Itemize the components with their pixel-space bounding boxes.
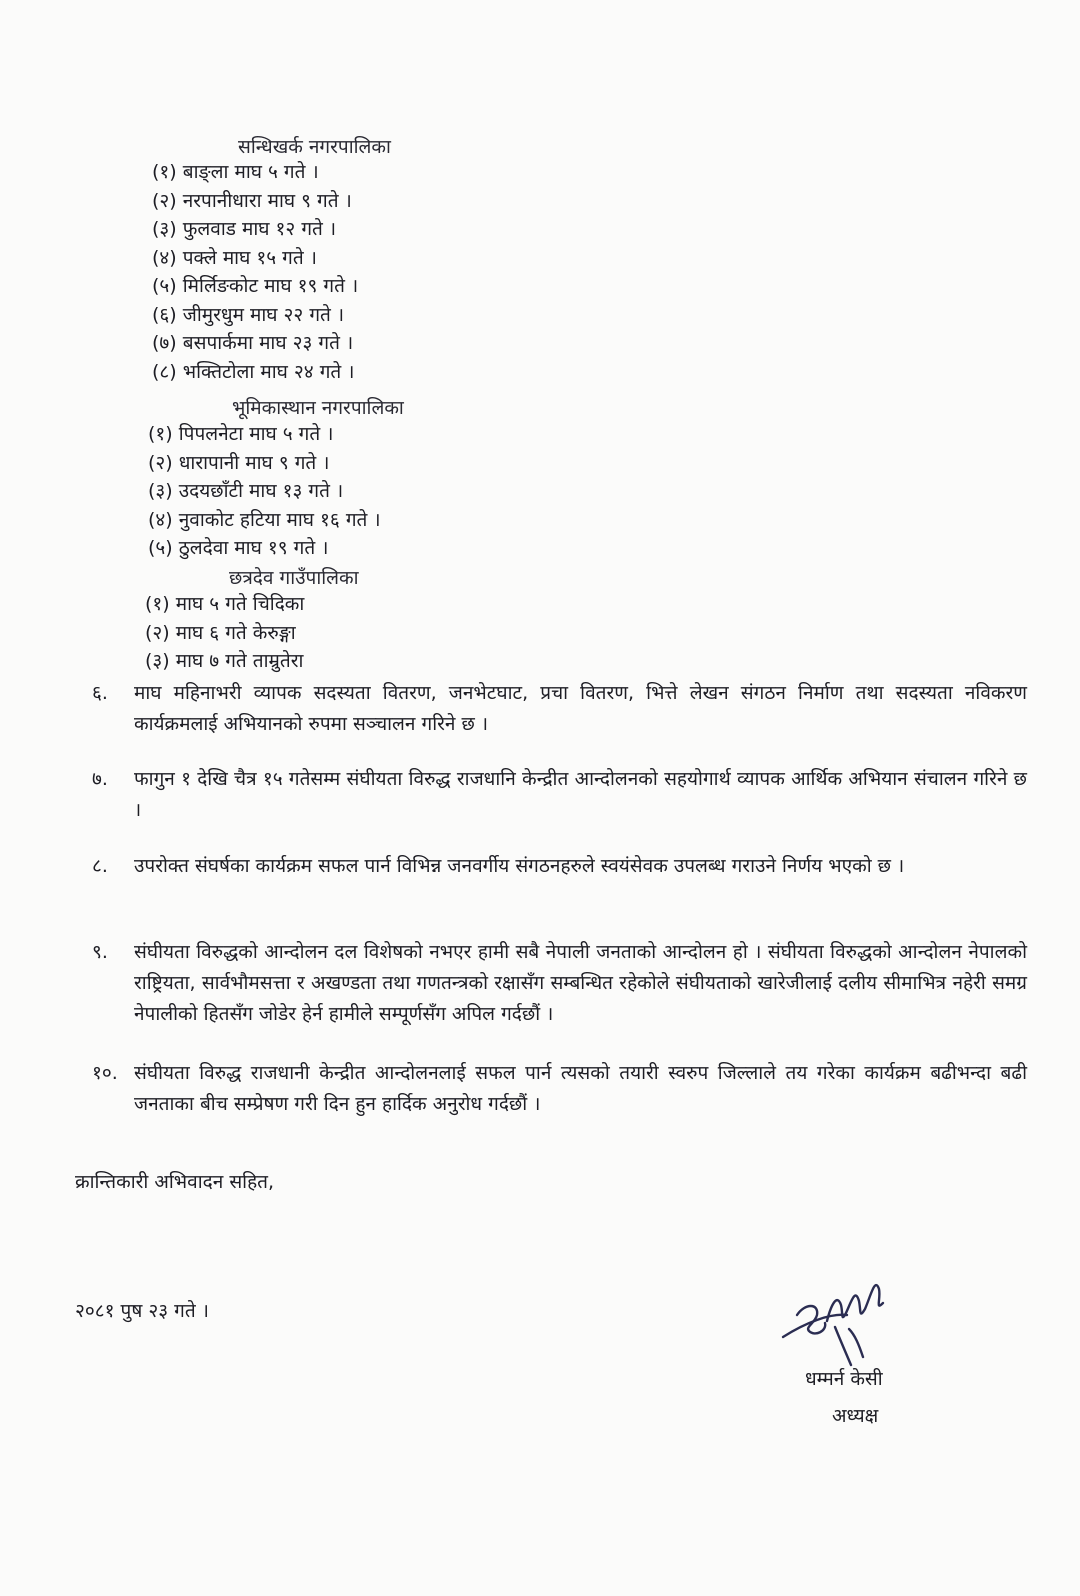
paragraph-7 xyxy=(92,764,1027,826)
schedule-item: (३) उदयछाँटी माघ १३ गते । xyxy=(148,480,344,502)
schedule-item: (७) बसपार्कमा माघ २३ गते । xyxy=(152,332,354,354)
group-title-bhumikasthan: भूमिकास्थान नगरपालिका xyxy=(232,397,404,419)
paragraph-number: ८. xyxy=(92,855,108,877)
paragraph-text: संघीयता विरुद्धको आन्दोलन दल विशेषको नभएर हामी सबै नेपाली जनताको आन्दोलन हो । संघीयता विरुद्धको आन्दोलन नेपालको राष्ट्रियता, सार्वभौमसत्ता र अखण्डता तथा गणतन्त्रको रक्षासँग सम्बन्धित रहेकोले संघीयताको खारेजीलाई दलीय सीमाभित्र नहेरी समग्र नेपालीको हितसँग जोडेर हेर्न हामीले सम्पूर्णसँग अपिल गर्दछौं । xyxy=(134,941,1027,1025)
paragraph-number: ७. xyxy=(92,768,108,790)
group-title-sandhikharka: सन्धिखर्क नगरपालिका xyxy=(238,136,391,158)
schedule-item: (२) माघ ६ गते केरुङ्गा xyxy=(145,621,296,644)
paragraph-text: संघीयता विरुद्ध राजधानी केन्द्रीत आन्दोलनलाई सफल पार्न त्यसको तयारी स्वरुप जिल्लाले तय गरेका कार्यक्रम बढीभन्दा बढी जनताका बीच सम्प्रेषण गरी दिन हुन हार्दिक अनुरोध गर्दछौं । xyxy=(134,1062,1027,1115)
paragraph-10 xyxy=(92,1058,1027,1120)
paragraph-text: उपरोक्त संघर्षका कार्यक्रम सफल पार्न विभिन्न जनवर्गीय संगठनहरुले स्वयंसेवक उपलब्ध गराउने निर्णय भएको छ । xyxy=(134,855,905,877)
schedule-item: (६) जीमुरधुम माघ २२ गते । xyxy=(152,303,345,326)
paragraph-6 xyxy=(92,678,1027,740)
signer-name: धम्मर्न केसी xyxy=(805,1368,883,1390)
paragraph-8 xyxy=(92,851,1027,882)
group-title-chhatradev: छत्रदेव गाउँपालिका xyxy=(229,567,359,589)
schedule-item: (४) पक्ले माघ १५ गते । xyxy=(152,246,317,269)
paragraph-number: ६. xyxy=(92,682,108,704)
signer-title: अध्यक्ष xyxy=(832,1405,879,1427)
paragraph-number: ९. xyxy=(92,941,108,963)
paragraph-text: माघ महिनाभरी व्यापक सदस्यता वितरण, जनभेटघाट, प्रचा वितरण, भित्ते लेखन संगठन निर्माण तथा सदस्यता नविकरण कार्यक्रमलाई अभियानको रुपमा सञ्चालन गरिने छ । xyxy=(134,682,1027,735)
document-date: २०८१ पुष २३ गते । xyxy=(75,1300,209,1322)
handwritten-signature xyxy=(775,1265,905,1375)
schedule-list-bhumikasthan xyxy=(148,420,381,563)
schedule-item: (५) मिर्लिङकोट माघ १९ गते । xyxy=(152,275,359,297)
schedule-item: (२) नरपानीधारा माघ ९ गते । xyxy=(152,189,352,212)
schedule-item: (५) ठुलदेवा माघ १९ गते । xyxy=(148,537,329,559)
schedule-item: (३) माघ ७ गते ताम्रुतेरा xyxy=(145,650,304,672)
schedule-item: (१) बाङ्ला माघ ५ गते । xyxy=(152,161,319,183)
schedule-item: (३) फुलवाड माघ १२ गते । xyxy=(152,218,337,240)
paragraph-text: फागुन १ देखि चैत्र १५ गतेसम्म संघीयता विरुद्ध राजधानि केन्द्रीत आन्दोलनको सहयोगार्थ व्यापक आर्थिक अभियान संचालन गरिने छ । xyxy=(134,768,1027,821)
schedule-list-chhatradev xyxy=(145,590,304,676)
schedule-item: (४) नुवाकोट हटिया माघ १६ गते । xyxy=(148,508,381,531)
schedule-item: (८) भक्तिटोला माघ २४ गते । xyxy=(152,360,355,383)
schedule-item: (१) माघ ५ गते चिदिका xyxy=(145,593,305,615)
paragraph-number: १०. xyxy=(92,1062,118,1084)
closing-salutation: क्रान्तिकारी अभिवादन सहित, xyxy=(75,1171,275,1193)
schedule-item: (२) धारापानी माघ ९ गते । xyxy=(148,451,330,474)
schedule-item: (१) पिपलनेटा माघ ५ गते । xyxy=(148,423,334,445)
schedule-list-sandhikharka xyxy=(152,158,358,386)
paragraph-9 xyxy=(92,937,1027,1030)
